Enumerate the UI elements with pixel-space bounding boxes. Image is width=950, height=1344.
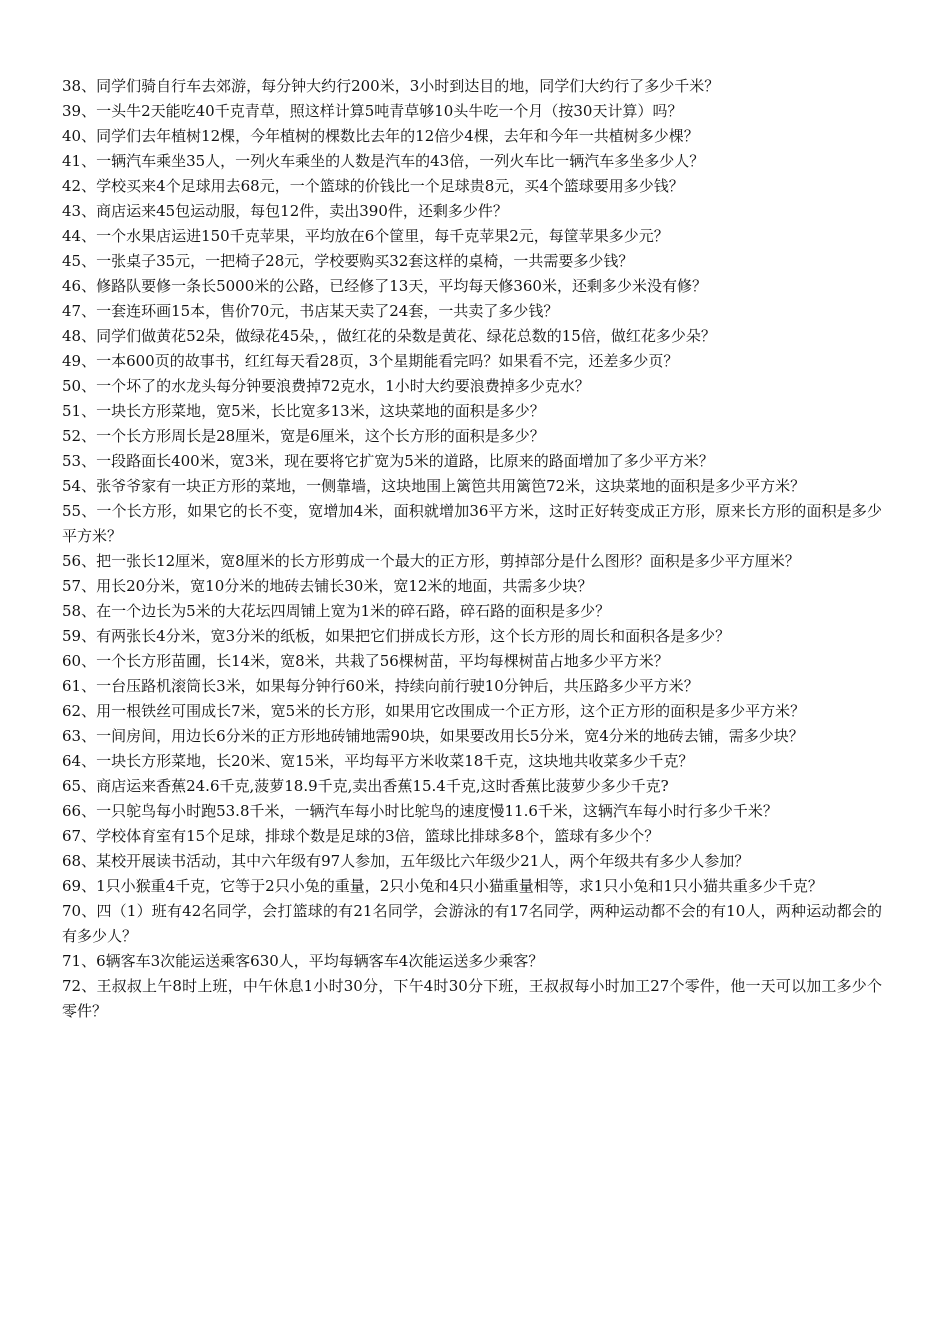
problem-67: 67、学校体育室有15个足球，排球个数是足球的3倍，篮球比排球多8个，篮球有多少个？ — [62, 827, 660, 845]
problem-38: 38、同学们骑自行车去郊游，每分钟大约行200米，3小时到达目的地，同学们大约行了多少千米？ — [62, 77, 720, 95]
problem-51: 51、一块长方形菜地，宽5米，长比宽多13米，这块菜地的面积是多少？ — [62, 402, 545, 420]
problem-54: 54、张爷爷家有一块正方形的菜地，一侧靠墙，这块地围上篱笆共用篱笆72米，这块菜地的面积是多少平方米？ — [62, 477, 806, 495]
problem-41: 41、一辆汽车乘坐35人，一列火车乘坐的人数是汽车的43倍，一列火车比一辆汽车多坐多少人？ — [62, 152, 705, 170]
problem-68: 68、某校开展读书活动，其中六年级有97人参加，五年级比六年级少21人，两个年级共有多少人参加？ — [62, 852, 750, 870]
problem-58: 58、在一个边长为5米的大花坛四周铺上宽为1米的碎石路，碎石路的面积是多少？ — [62, 602, 611, 620]
problem-64: 64、一块长方形菜地，长20米、宽15米，平均每平方米收菜18千克，这块地共收菜多少千克？ — [62, 752, 694, 770]
problem-48: 48、同学们做黄花52朵，做绿花45朵，，做红花的朵数是黄花、绿花总数的15倍，做红花多少朵？ — [62, 327, 716, 345]
problem-50: 50、一个坏了的水龙头每分钟要浪费掉72克水，1小时大约要浪费掉多少克水？ — [62, 377, 590, 395]
problem-56: 56、把一张长12厘米，宽8厘米的长方形剪成一个最大的正方形，剪掉部分是什么图形？面积是多少平方厘米？ — [62, 552, 800, 570]
problem-39: 39、一头牛2天能吃40千克青草，照这样计算5吨青草够10头牛吃一个月（按30天计算）吗？ — [62, 102, 683, 120]
problem-46: 46、修路队要修一条长5000米的公路，已经修了13天，平均每天修360米，还剩多少米没有修？ — [62, 277, 707, 295]
problem-53: 53、一段路面长400米，宽3米，现在要将它扩宽为5米的道路，比原来的路面增加了多少平方米？ — [62, 452, 714, 470]
problem-66: 66、一只鸵鸟每小时跑53.8千米，一辆汽车每小时比鸵鸟的速度慢11.6千米，这辆汽车每小时行多少千米？ — [62, 802, 778, 820]
problem-65: 65、商店运来香蕉24.6千克,菠萝18.9千克,卖出香蕉15.4千克,这时香蕉比菠萝少多少千克? — [62, 777, 669, 795]
problem-69: 69、1只小猴重4千克，它等于2只小兔的重量，2只小兔和4只小猫重量相等，求1只小兔和1只小猫共重多少千克？ — [62, 877, 823, 895]
problem-62: 62、用一根铁丝可围成长7米，宽5米的长方形，如果用它改围成一个正方形，这个正方形的面积是多少平方米？ — [62, 702, 806, 720]
problem-59: 59、有两张长4分米，宽3分米的纸板，如果把它们拼成长方形，这个长方形的周长和面积各是多少？ — [62, 627, 731, 645]
problem-47: 47、一套连环画15本，售价70元，书店某天卖了24套，一共卖了多少钱？ — [62, 302, 559, 320]
problem-43: 43、商店运来45包运动服，每包12件，卖出390件，还剩多少件？ — [62, 202, 508, 220]
problem-52: 52、一个长方形周长是28厘米，宽是6厘米，这个长方形的面积是多少？ — [62, 427, 545, 445]
problem-70: 70、四（1）班有42名同学，会打篮球的有21名同学，会游泳的有17名同学，两种运动都不会的有10人，两种运动都会的有多少人？ — [62, 902, 882, 945]
problem-49: 49、一本600页的故事书，红红每天看28页，3个星期能看完吗？如果看不完，还差多少页？ — [62, 352, 679, 370]
problem-55: 55、一个长方形，如果它的长不变，宽增加4米，面积就增加36平方米，这时正好转变成正方形，原来长方形的面积是多少平方米？ — [62, 502, 882, 545]
problem-list — [62, 74, 882, 1024]
problem-60: 60、一个长方形苗圃，长14米，宽8米，共栽了56棵树苗，平均每棵树苗占地多少平方米？ — [62, 652, 669, 670]
problem-44: 44、一个水果店运进150千克苹果，平均放在6个筐里，每千克苹果2元，每筐苹果多少元？ — [62, 227, 669, 245]
problem-61: 61、一台压路机滚筒长3米，如果每分钟行60米，持续向前行驶10分钟后，共压路多少平方米？ — [62, 677, 699, 695]
problem-63: 63、一间房间，用边长6分米的正方形地砖铺地需90块，如果要改用长5分米，宽4分米的地砖去铺，需多少块？ — [62, 727, 804, 745]
problem-42: 42、学校买来4个足球用去68元，一个篮球的价钱比一个足球贵8元，买4个篮球要用多少钱？ — [62, 177, 684, 195]
problem-57: 57、用长20分米，宽10分米的地砖去铺长30米，宽12米的地面，共需多少块？ — [62, 577, 593, 595]
problem-71: 71、6辆客车3次能运送乘客630人，平均每辆客车4次能运送多少乘客？ — [62, 952, 544, 970]
problem-72: 72、王叔叔上午8时上班，中午休息1小时30分，下午4时30分下班，王叔叔每小时加工27个零件，他一天可以加工多少个零件？ — [62, 977, 882, 1020]
problem-45: 45、一张桌子35元，一把椅子28元，学校要购买32套这样的桌椅，一共需要多少钱？ — [62, 252, 634, 270]
problem-40: 40、同学们去年植树12棵，今年植树的棵数比去年的12倍少4棵，去年和今年一共植树多少棵？ — [62, 127, 699, 145]
